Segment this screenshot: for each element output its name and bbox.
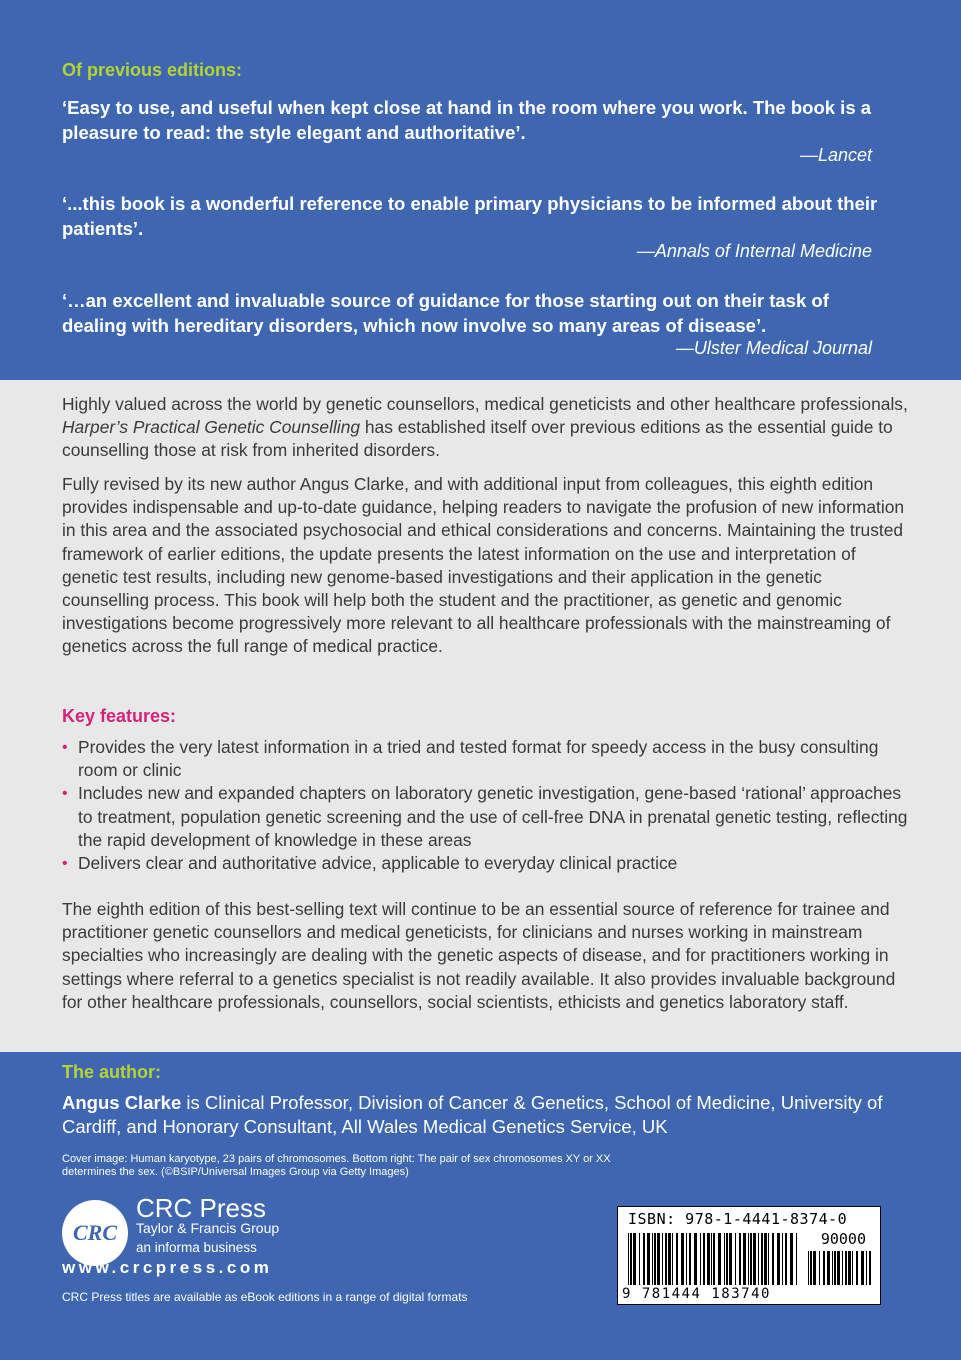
- description-text: has established itself over previous editions as the essential guide to counselling those at risk from inherited disorders.: [62, 417, 893, 461]
- key-features-heading: Key features:: [62, 706, 177, 726]
- barcode-bars-icon: [628, 1233, 798, 1285]
- isbn-label: ISBN: 978-1-4441-8374-0: [628, 1210, 848, 1228]
- bullet-icon: •: [62, 785, 68, 803]
- logo-text: CRC: [72, 1220, 118, 1245]
- barcode-digits: 9 781444 183740: [622, 1286, 771, 1302]
- description-paragraph-2: Fully revised by its new author Angus Clarke, and with additional input from colleagues, this eighth edition provides indispensable and up-to-date guidance, helping readers to navigate the profusion of new information in this area and the associated psychosocial and ethical considerations and concerns. Maintaining the trusted framework of earlier editions, the update presents the latest information on the use and interpretation of genetic test results, including new genome-based investigations and their application in the genetic counselling process. This book will help both the student and the practitioner, as genetic and genomic investigations become progressively more relevant to all healthcare professionals with the mainstreaming of genetics across the full range of medical practice.: [62, 474, 905, 657]
- barcode: [617, 1206, 881, 1305]
- review-quote-3: ‘…an excellent and invaluable source of guidance for those starting out on their task of dealing with hereditary disorders, which now involve so many areas of disease’.: [62, 290, 829, 336]
- publisher-name: CRC Press: [136, 1193, 267, 1223]
- crc-logo-icon: [62, 1200, 128, 1266]
- author-name: Angus Clarke: [62, 1092, 182, 1113]
- description-text: Highly valued across the world by genetic counsellors, medical geneticists and other healthcare professionals,: [62, 394, 908, 414]
- ebook-note: CRC Press titles are available as eBook editions in a range of digital formats: [62, 1290, 468, 1304]
- price-barcode-icon: [808, 1251, 872, 1285]
- review-source-3: —Ulster Medical Journal: [675, 338, 872, 358]
- price-code: 90000: [820, 1230, 866, 1248]
- author-bio-text: is Clinical Professor, Division of Cancer & Genetics, School of Medicine, University of Cardiff, and Honorary Consultant, All Wales Medical Genetics Service, UK: [62, 1092, 883, 1137]
- feature-text: Includes new and expanded chapters on laboratory genetic investigation, gene-based ‘rational’ approaches to treatment, population genetic screening and the use of cell-free DNA in prenatal genetic testing, reflecting the rapid development of knowledge in these areas: [78, 783, 908, 850]
- reviews-section: [0, 0, 961, 380]
- bullet-icon: •: [62, 855, 68, 873]
- publisher-group: Taylor & Francis Group: [136, 1220, 280, 1236]
- key-features-list: [62, 736, 912, 875]
- publisher-website-link[interactable]: www.crcpress.com: [62, 1258, 273, 1277]
- description-section: [0, 380, 961, 1052]
- review-source-1: —Lancet: [799, 145, 872, 165]
- feature-text: Provides the very latest information in a tried and tested format for speedy access in the busy consulting room or clinic: [78, 737, 879, 781]
- list-item: [62, 736, 912, 782]
- author-bio: [62, 1091, 912, 1138]
- review-quote-1: ‘Easy to use, and useful when kept close at hand in the room where you work. The book is a pleasure to read: the style elegant and authoritative’.: [62, 97, 872, 143]
- reviews-heading: Of previous editions:: [62, 60, 243, 80]
- author-section: [0, 1052, 961, 1360]
- review-quote-2: ‘...this book is a wonderful reference to enable primary physicians to be informed about their patients’.: [62, 193, 878, 239]
- feature-text: Delivers clear and authoritative advice, applicable to everyday clinical practice: [78, 853, 678, 874]
- publisher-parent: an informa business: [136, 1240, 257, 1255]
- bullet-icon: •: [62, 739, 68, 756]
- description-paragraph-1: [62, 393, 912, 463]
- list-item: [62, 782, 912, 852]
- list-item: [62, 852, 912, 875]
- book-title: Harper’s Practical Genetic Counselling: [62, 417, 361, 438]
- review-source-2: —Annals of Internal Medicine: [636, 241, 872, 261]
- cover-credit: Cover image: Human karyotype, 23 pairs of chromosomes. Bottom right: The pair of sex chromosomes XY or XX determines the sex. (©BSIP/Universal Images Group via Getty Images): [62, 1153, 611, 1178]
- author-heading: The author:: [62, 1062, 161, 1082]
- closing-paragraph: The eighth edition of this best-selling text will continue to be an essential source of reference for trainee and practitioner genetic counsellors and medical geneticists, for clinicians and nurses working in mainstream specialties who increasingly are dealing with the genetic aspects of disease, and for practitioners working in settings where referral to a genetics specialist is not readily available. It also provides invaluable background for other healthcare professionals, counsellors, social scientists, ethicists and genetics laboratory staff.: [62, 899, 896, 1012]
